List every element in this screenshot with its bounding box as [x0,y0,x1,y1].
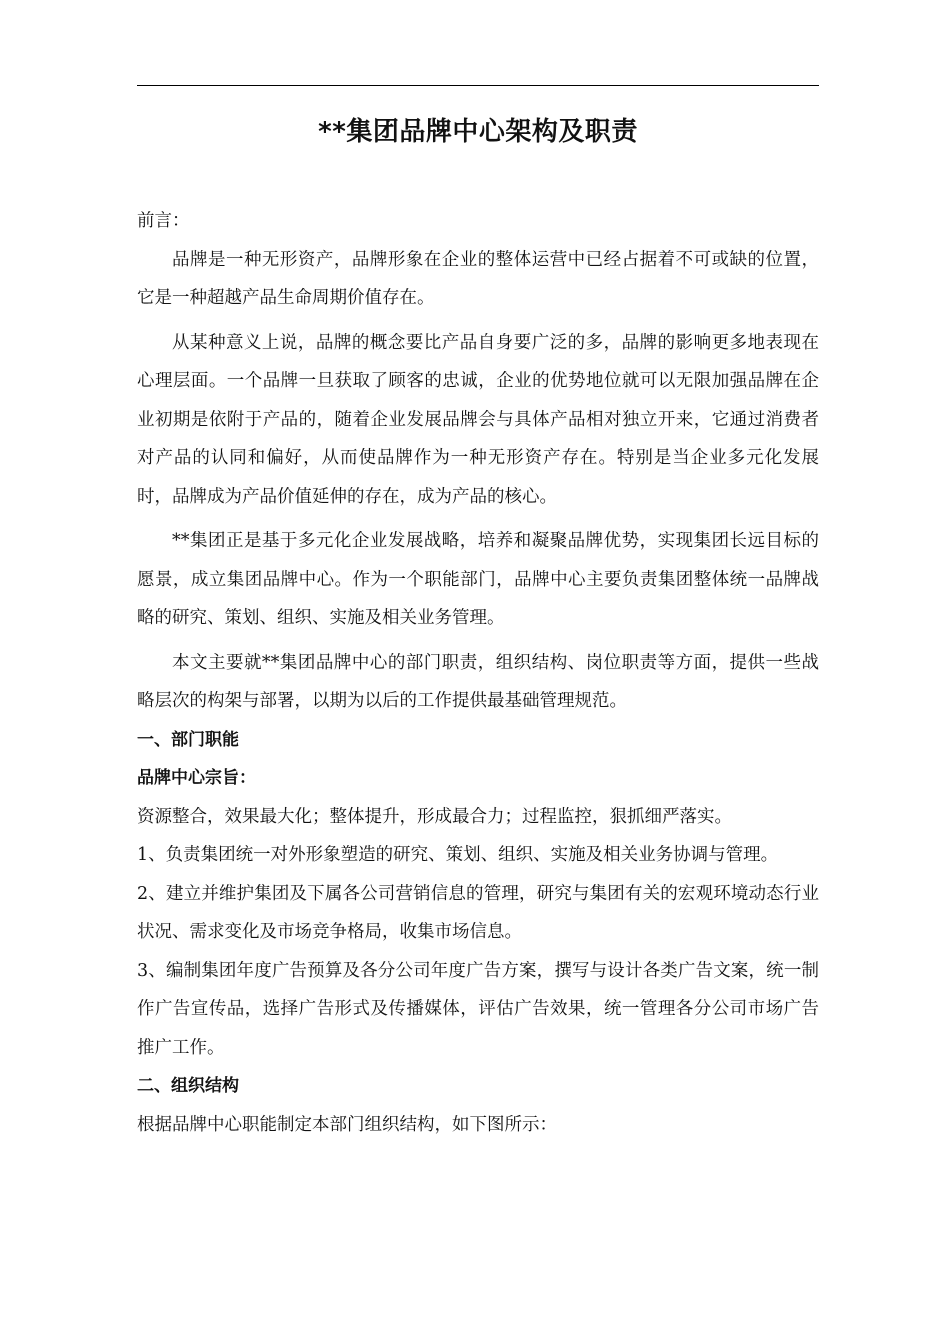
section-heading-structure: 二、组织结构 [137,1076,239,1096]
duty-item-3: 3、编制集团年度广告预算及各分公司年度广告方案，撰写与设计各类广告文案，统一制作广告宣传品，选择广告形式及传播媒体，评估广告效果，统一管理各分公司市场广告推广工作。 [137,960,819,1058]
document-title: **集团品牌中心架构及职责 [318,117,638,147]
section-subheading-tenet: 品牌中心宗旨： [137,768,256,788]
document-body [137,202,819,1144]
section-heading-departments: 一、部门职能 [137,729,239,750]
preface-label: 前言： [137,211,190,231]
header-rule [137,85,819,86]
preface-paragraph-3: **集团正是基于多元化企业发展战略，培养和凝聚品牌优势，实现集团长远目标的愿景，成立集团品牌中心。作为一个职能部门，品牌中心主要负责集团整体统一品牌战略的研究、策划、组织、实施及相关业务管理。 [137,531,819,628]
tenet-text: 资源整合，效果最大化；整体提升，形成最合力；过程监控，狠抓细严落实。 [137,806,732,827]
preface-paragraph-2: 从某种意义上说，品牌的概念要比产品自身要广泛的多，品牌的影响更多地表现在心理层面。一个品牌一旦获取了顾客的忠诚，企业的优势地位就可以无限加强品牌在企业初期是依附于产品的，随着企业发展品牌会与具体产品相对独立开来，它通过消费者对产品的认同和偏好，从而使品牌作为一种无形资产存在。特别是当企业多元化发展时，品牌成为产品价值延伸的存在，成为产品的核心。 [137,332,819,507]
preface-paragraph-4: 本文主要就**集团品牌中心的部门职责，组织结构、岗位职责等方面，提供一些战略层次的构架与部署，以期为以后的工作提供最基础管理规范。 [137,652,819,711]
duty-item-1: 1、负责集团统一对外形象塑造的研究、策划、组织、实施及相关业务协调与管理。 [137,845,779,865]
duty-item-2: 2、建立并维护集团及下属各公司营销信息的管理，研究与集团有关的宏观环境动态行业状况、需求变化及市场竞争格局，收集市场信息。 [137,883,819,942]
structure-intro: 根据品牌中心职能制定本部门组织结构，如下图所示： [137,1114,557,1135]
preface-paragraph-1: 品牌是一种无形资产，品牌形象在企业的整体运营中已经占据着不可或缺的位置， 它是一种超越产品生命周期价值存在。 [137,249,819,308]
